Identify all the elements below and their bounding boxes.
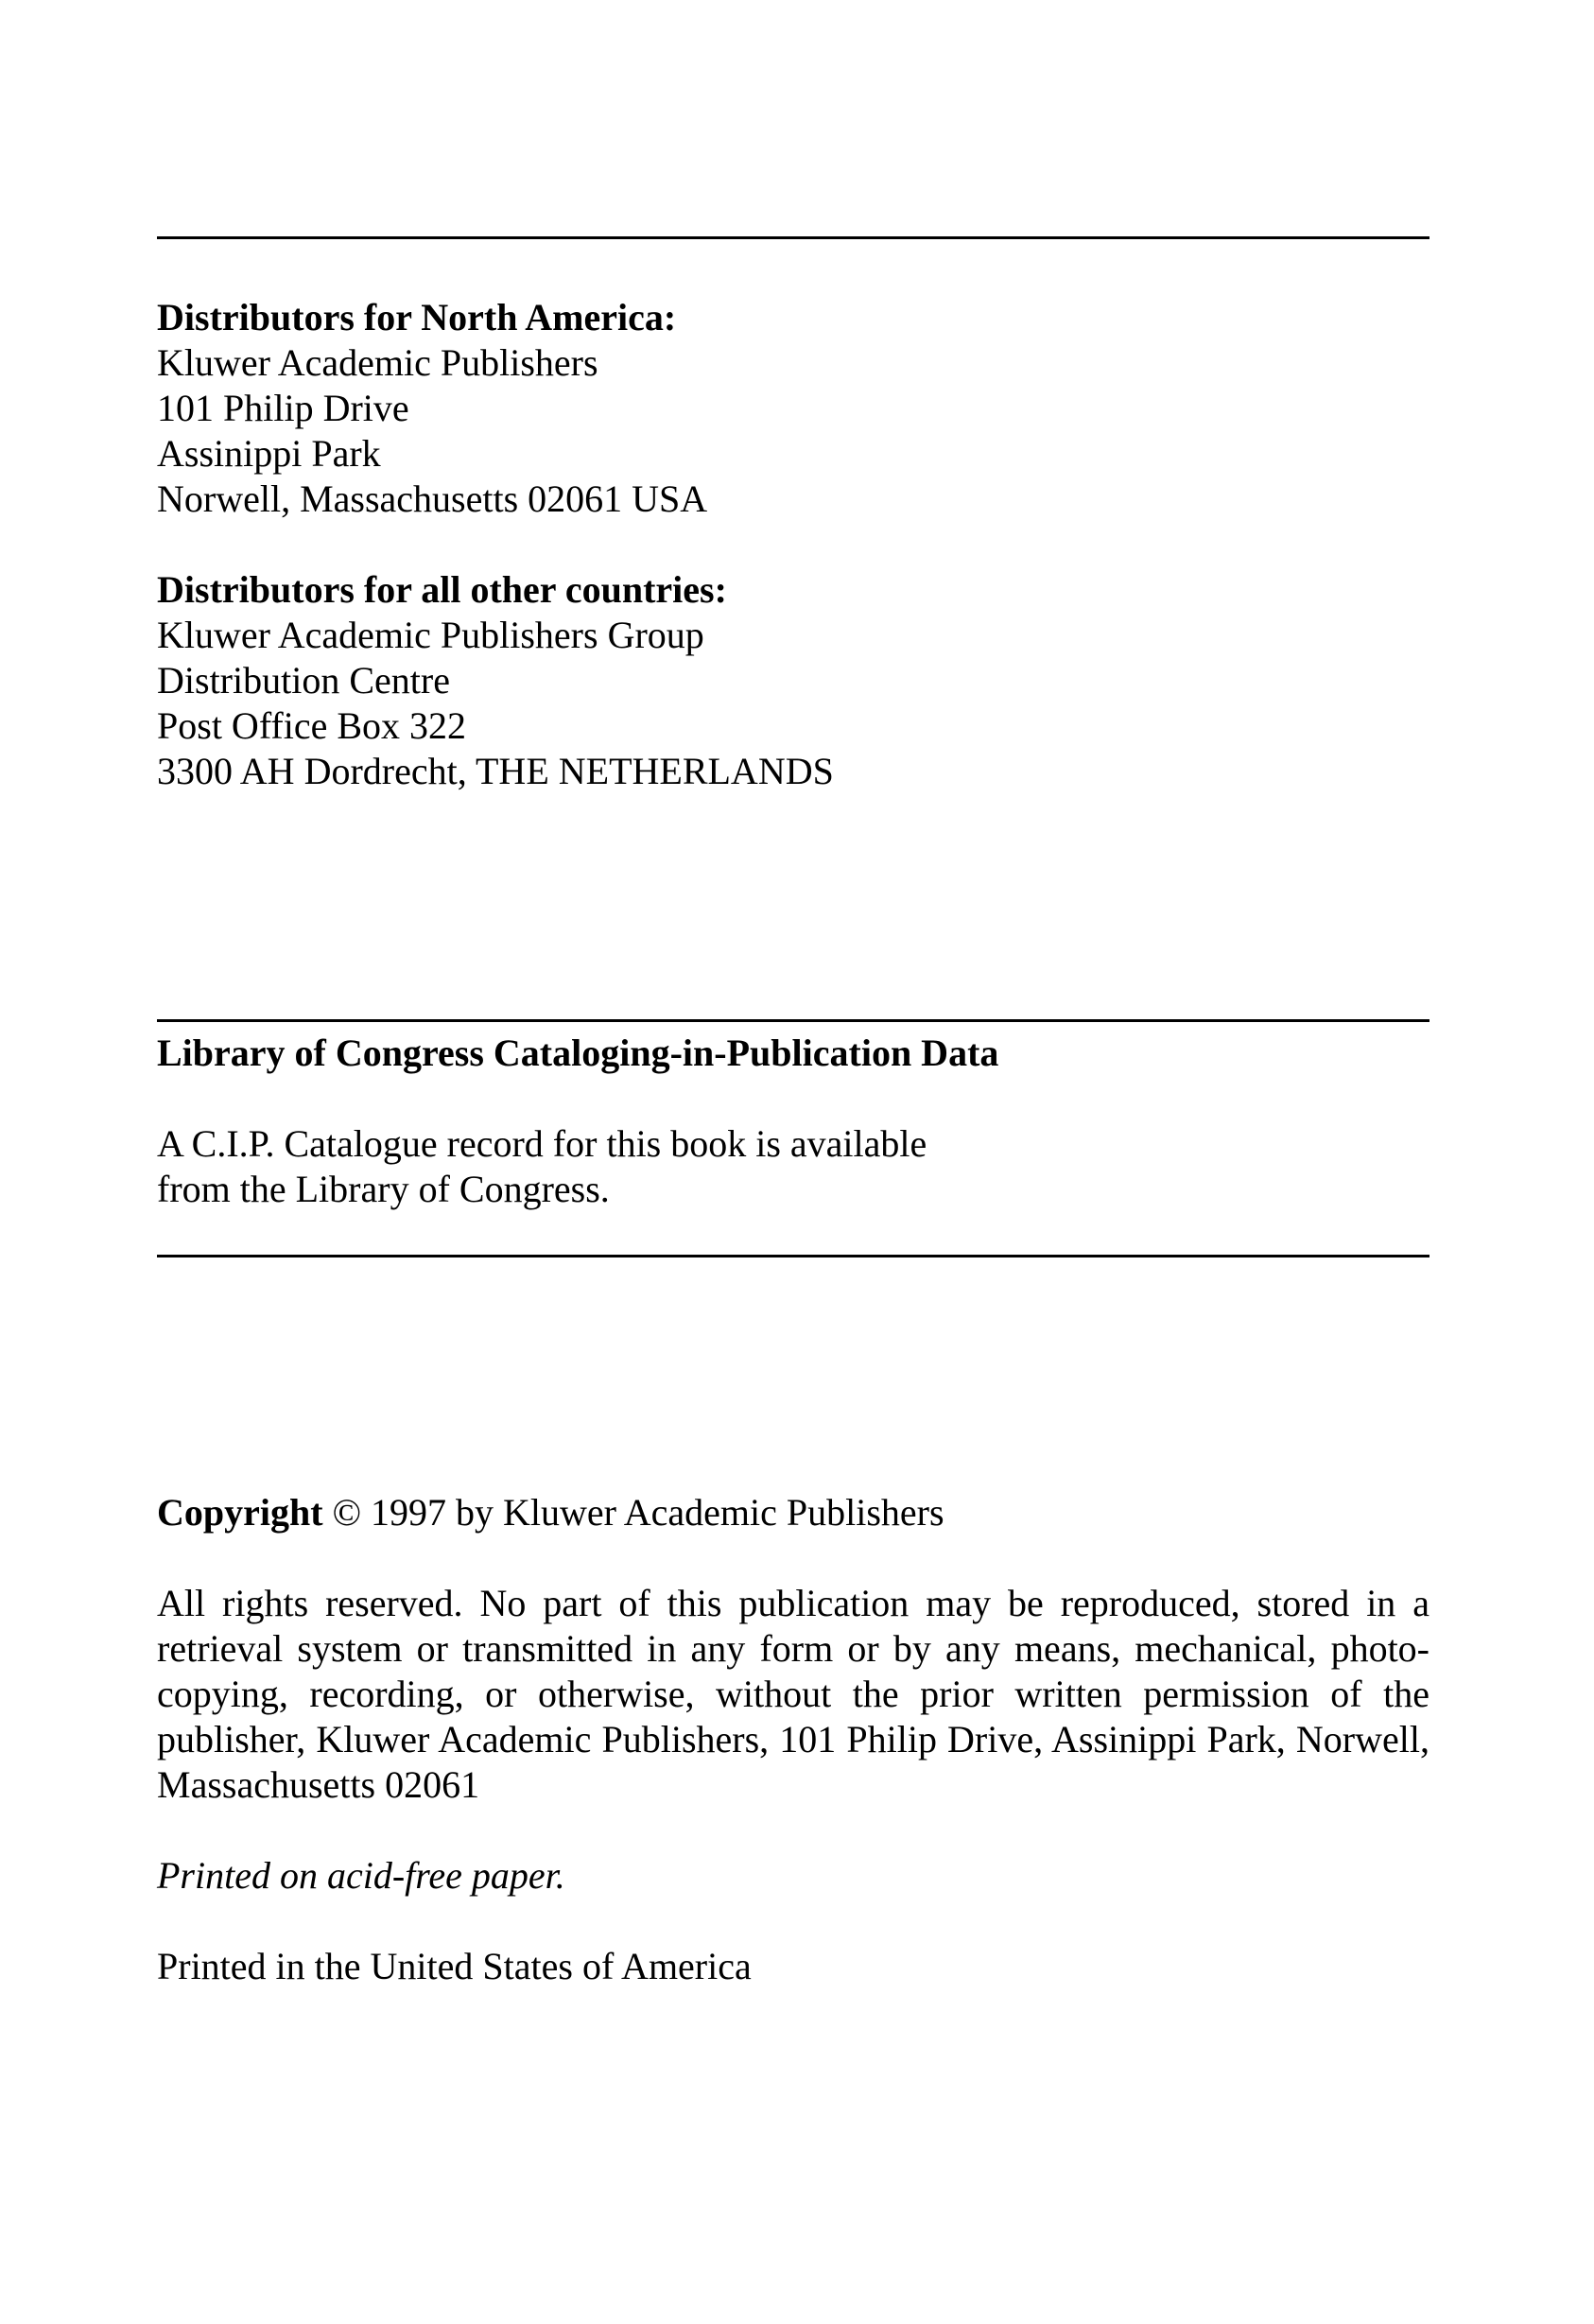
distributors-north-america (157, 295, 1429, 522)
address-line: Kluwer Academic Publishers (157, 341, 598, 384)
address-line: 101 Philip Drive (157, 387, 409, 429)
printed-in-note (157, 1944, 1429, 1989)
address-line: Assinippi Park (157, 432, 381, 475)
distributors-other-heading: Distributors for all other countries: (157, 568, 727, 611)
address-line: Distribution Centre (157, 659, 450, 702)
copyright-label: Copyright (157, 1491, 323, 1534)
acid-free-note (157, 1853, 1429, 1899)
cip-heading: Library of Congress Cataloging-in-Publication Data (157, 1032, 999, 1074)
cip-top-rule (157, 1019, 1429, 1022)
cip-line: A C.I.P. Catalogue record for this book is available (157, 1122, 927, 1165)
address-line: Kluwer Academic Publishers Group (157, 614, 704, 656)
copyright-line (157, 1490, 1429, 1535)
rights-reserved-paragraph: All rights reserved. No part of this publication may be reproduced, stored in a retrieval system or transmitted in any form or by any means, mechanical, photo-copying, recording, or otherwise, without the prior written permission of the publisher, Kluwer Academic Publishers, 101 Philip Drive, Assinippi Park, Norwell, Massachusetts 02061 (157, 1582, 1429, 1806)
printed-in-text: Printed in the United States of America (157, 1945, 752, 1987)
acid-free-text: Printed on acid-free paper. (157, 1854, 565, 1897)
cip-data (157, 1031, 1429, 1076)
cip-record (157, 1121, 1429, 1212)
top-rule (157, 236, 1429, 239)
copyright-notice (157, 1490, 1429, 1535)
address-line: Post Office Box 322 (157, 704, 467, 747)
address-line: Norwell, Massachusetts 02061 USA (157, 477, 708, 520)
distributors-other-countries (157, 567, 1429, 794)
address-line: 3300 AH Dordrecht, THE NETHERLANDS (157, 750, 834, 792)
cip-line: from the Library of Congress. (157, 1168, 610, 1210)
distributors-north-america-heading: Distributors for North America: (157, 296, 677, 338)
cip-bottom-rule (157, 1255, 1429, 1257)
copyright-text: © 1997 by Kluwer Academic Publishers (332, 1491, 944, 1534)
